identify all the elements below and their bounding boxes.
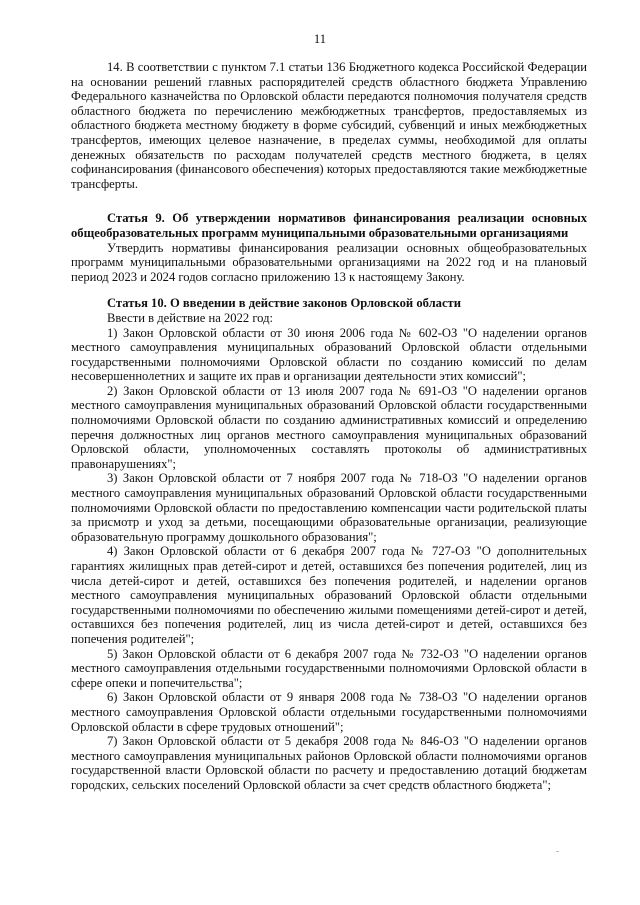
law-item-7: 7) Закон Орловской области от 5 декабря 2008 года № 846-ОЗ "О наделении органов местного самоуправления муниципальных районов Орловской области полномочиями органов государственной власти Орловской области по расчету и предоставлению дотаций бюджетам городских, сельских поселений Орловской области за счет средств областного бюджета";: [71, 734, 587, 792]
law-item-6: 6) Закон Орловской области от 9 января 2008 года № 738-ОЗ "О наделении органов местного самоуправления Орловской области отдельными государственными полномочиями Орловской области в сфере трудовых отношений";: [71, 690, 587, 734]
article-10-intro: Ввести в действие на 2022 год:: [107, 310, 274, 325]
law-item-1: 1) Закон Орловской области от 30 июня 2006 года № 602-ОЗ "О наделении органов местного самоуправления муниципальных образований Орловской области отдельными государственными полномочиями Орловской области по созданию комиссий по делам несовершеннолетних и защите их прав и организации деятельности этих комиссий";: [71, 325, 587, 384]
scan-speck: [556, 851, 559, 852]
article-10-heading: Статья 10. О введении в действие законов Орловской области: [107, 296, 462, 311]
law-item-2: 2) Закон Орловской области от 13 июля 2007 года № 691-ОЗ "О наделении органов местного самоуправления муниципальных образований Орловской области государственными полномочиями Орловской области по созданию административных комиссий и определению перечня должностных лиц органов местного самоуправления муниципальных образований Орловской области, уполномоченных составлять протоколы об административных правонарушениях";: [71, 383, 587, 471]
article-9-heading: Статья 9. Об утверждении нормативов финансирования реализации основных общеобразовательных программ муниципальными образовательными организациями: [71, 211, 587, 240]
law-item-4: 4) Закон Орловской области от 6 декабря 2007 года № 727-ОЗ "О дополнительных гарантиях жилищных прав детей-сирот и детей, оставшихся без попечения родителей, лиц из числа детей-сирот и детей, оставшихся без попечения родителей, и наделении органов местного самоуправления муниципальных образований Орловской области отдельными государственными полномочиями по обеспечению жилыми помещениями детей-сирот и детей, оставшихся без попечения родителей, лиц из числа детей-сирот и детей, оставшихся без попечения родителей";: [71, 544, 587, 646]
page-number: 11: [313, 32, 327, 46]
law-item-3: 3) Закон Орловской области от 7 ноября 2007 года № 718-ОЗ "О наделении органов местного самоуправления муниципальных образований Орловской области государственными полномочиями Орловской области по предоставлению компенсации части родительской платы за присмотр и уход за детьми, посещающими образовательные организации, реализующие образовательную программу дошкольного образования";: [71, 471, 587, 544]
paragraph-14: 14. В соответствии с пунктом 7.1 статьи 136 Бюджетного кодекса Российской Федерации на основании решений главных распорядителей средств областного бюджета Управлению Федерального казначейства по Орловской области передаются полномочия получателя средств областного бюджета по перечислению межбюджетных трансфертов, предоставляемых из областного бюджета местному бюджету в форме субсидий, субвенций и иных межбюджетных трансфертов, имеющих целевое назначение, в пределах суммы, необходимой для оплаты денежных обязательств по расходам получателей средств местного бюджета, в целях софинансирования (финансового обеспечения) которых предоставляются такие межбюджетные трансферты.: [71, 60, 587, 191]
law-item-5: 5) Закон Орловской области от 6 декабря 2007 года № 732-ОЗ "О наделении органов местного самоуправления отдельными государственными полномочиями Орловской области в сфере опеки и попечительства";: [71, 646, 587, 690]
spacer: [71, 191, 587, 211]
spacer: [71, 284, 587, 296]
article-9-text: Утвердить нормативы финансирования реализации основных общеобразовательных программ муниципальными образовательными организациями на 2022 год и на плановый период 2023 и 2024 годов согласно приложению 13 к настоящему Закону.: [71, 240, 587, 284]
document-body: [71, 60, 587, 793]
